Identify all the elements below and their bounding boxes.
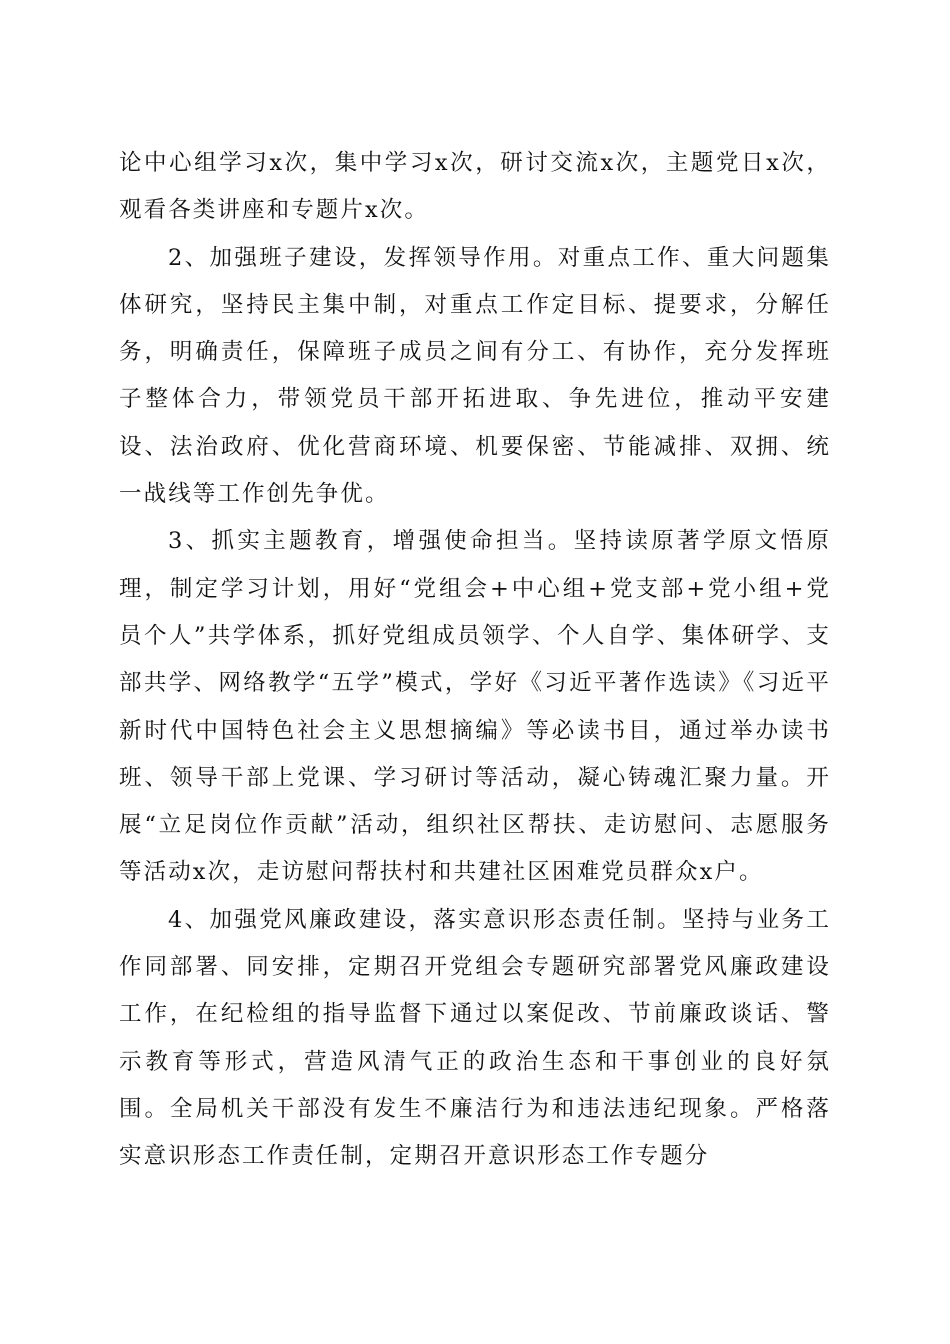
paragraph-1: 论中心组学习x次，集中学习x次，研讨交流x次，主题党日x次，观看各类讲座和专题片x次。 [119,150,831,224]
paragraph-2: 2、加强班子建设，发挥领导作用。对重点工作、重大问题集体研究，坚持民主集中制，对重点工作定目标、提要求，分解任务，明确责任，保障班子成员之间有分工、有协作，充分发挥班子整体合力，带领党员干部开拓进取、争先进位，推动平安建设、法治政府、优化营商环境、机要保密、节能减排、双拥、统一战线等工作创先争优。 [119,244,831,508]
paragraph-4: 4、加强党风廉政建设，落实意识形态责任制。坚持与业务工作同部署、同安排，定期召开党组会专题研究部署党风廉政建设工作，在纪检组的指导监督下通过以案促改、节前廉政谈话、警示教育等形式，营造风清气正的政治生态和干事创业的良好氛围。全局机关干部没有发生不廉洁行为和违法违纪现象。严格落实意识形态工作责任制，定期召开意识形态工作专题分 [119,906,831,1170]
paragraph-3: 3、抓实主题教育，增强使命担当。坚持读原著学原文悟原理，制定学习计划，用好“党组会+中心组+党支部+党小组+党员个人”共学体系，抓好党组成员领学、个人自学、集体研学、支部共学、网络教学“五学”模式，学好《习近平著作选读》《习近平新时代中国特色社会主义思想摘编》等必读书目，通过举办读书班、领导干部上党课、学习研讨等活动，凝心铸魂汇聚力量。开展“立足岗位作贡献”活动，组织社区帮扶、走访慰问、志愿服务等活动x次，走访慰问帮扶村和共建社区困难党员群众x户。 [119,528,831,886]
document-page [119,140,831,1181]
